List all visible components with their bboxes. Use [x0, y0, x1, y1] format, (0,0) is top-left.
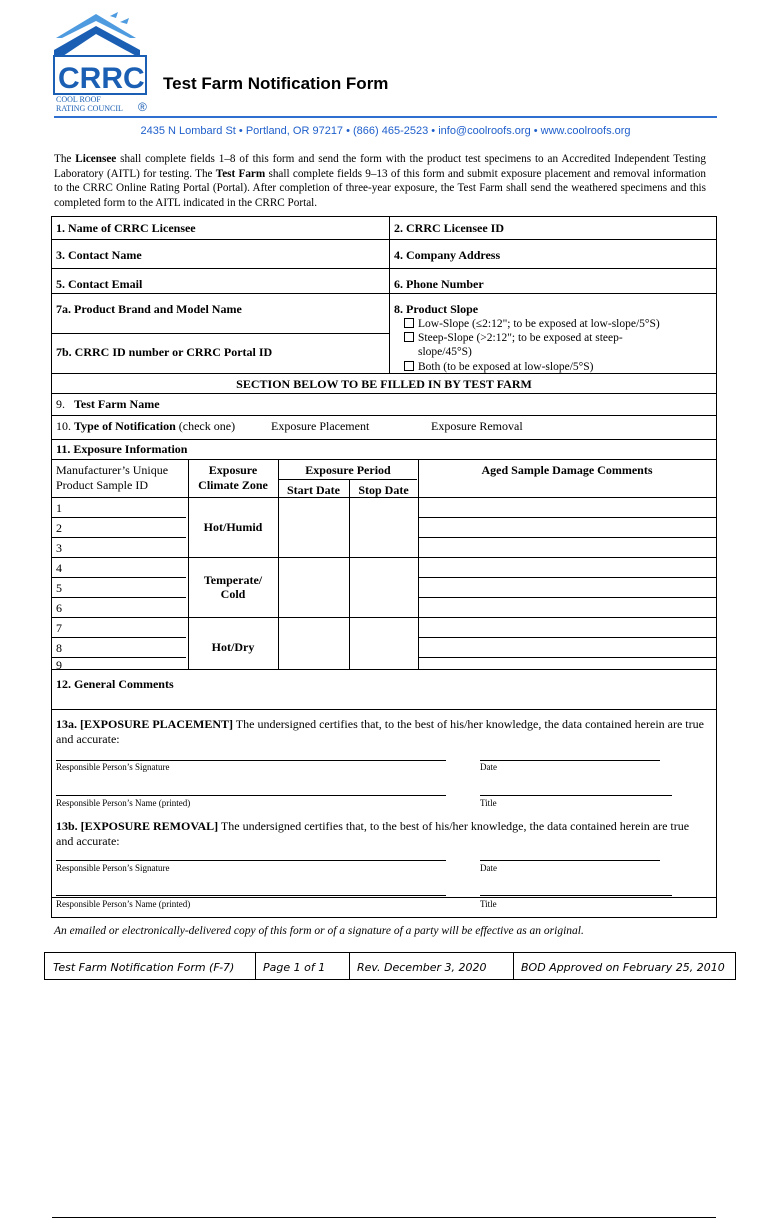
field-5-label: 5. Contact Email: [56, 277, 143, 291]
field-1-label: 1. Name of CRRC Licensee: [56, 221, 196, 235]
row-number: 2: [56, 521, 62, 535]
date-label-13a: Date: [480, 762, 497, 772]
col-zone-a: Exposure: [208, 463, 258, 477]
notification-removal[interactable]: Exposure Removal: [431, 419, 523, 433]
name-label-13a: Responsible Person’s Name (printed): [56, 798, 191, 808]
zone-hot-dry: Hot/Dry: [211, 640, 255, 654]
footnote: An emailed or electronically-delivered copy of this form or of a signature of a party will be effective as an original.: [54, 925, 584, 937]
field-12-label: 12. General Comments: [56, 677, 174, 691]
col-stop-date: Stop Date: [358, 483, 409, 497]
field-11-label: 11. Exposure Information: [56, 442, 188, 456]
footer-bod: BOD Approved on February 25, 2010: [521, 961, 725, 974]
slope-option-low[interactable]: Low-Slope (≤2:12"; to be exposed at low-slope/5°S): [404, 317, 660, 331]
footer-form-id: Test Farm Notification Form (F-7): [53, 961, 235, 974]
col-sample-id-b: Product Sample ID: [56, 478, 148, 492]
field-8-label: 8. Product Slope: [394, 302, 479, 316]
field-7b-label: 7b. CRRC ID number or CRRC Portal ID: [56, 345, 273, 359]
intro-paragraph: The Licensee shall complete fields 1–8 of this form and send the form with the product test specimens to an Accredited Independent Testing Laboratory (AITL) for testing. The Test Farm shall complete fields 9–13 of this form and submit exposure placement and removal information to the CRRC Online Rating Portal (Portal). After completion of three-year exposure, the Test Farm shall send the weathered specimens and this completed form to the AITL indicated in the CRRC Portal.: [54, 153, 706, 209]
crrc-logo: [50, 8, 160, 116]
date-label-13b: Date: [480, 863, 497, 873]
footer-revision: Rev. December 3, 2020: [357, 961, 487, 974]
zone-temperate: Temperate/: [203, 573, 263, 587]
row-number: 5: [56, 581, 62, 595]
field-9: 9. Test Farm Name: [56, 397, 160, 411]
row-number: 4: [56, 561, 62, 575]
checkbox-icon[interactable]: [404, 318, 414, 328]
col-comments: Aged Sample Damage Comments: [481, 463, 653, 477]
field-13a: 13a. [EXPOSURE PLACEMENT] The undersigned certifies that, to the best of his/her knowledge, the data contained herein are true and accurate:: [56, 717, 704, 746]
field-7a-label: 7a. Product Brand and Model Name: [56, 302, 242, 316]
col-sample-id-a: Manufacturer’s Unique: [56, 463, 169, 477]
footer-bar: [44, 952, 736, 980]
row-number: 1: [56, 501, 62, 515]
arrow-icon-2: [120, 18, 129, 24]
row-number: 3: [56, 541, 62, 555]
arrow-icon: [110, 12, 118, 18]
sig-label-13b: Responsible Person’s Signature: [56, 863, 170, 873]
field-3-label: 3. Contact Name: [56, 248, 142, 262]
logo-brand: CRRC: [58, 62, 145, 95]
notification-placement[interactable]: Exposure Placement: [271, 419, 370, 433]
contact-line: 2435 N Lombard St • Portland, OR 97217 • (866) 465-2523 • info@coolroofs.org • www.coolroofs.org: [140, 125, 631, 137]
checkbox-icon[interactable]: [404, 361, 414, 371]
field-6-label: 6. Phone Number: [394, 277, 484, 291]
header-divider: [54, 116, 717, 118]
slope-option-steep[interactable]: Steep-Slope (>2:12"; to be exposed at steep-: [404, 331, 623, 345]
title-label-13a: Title: [480, 798, 497, 808]
logo-line2: RATING COUNCIL: [56, 104, 123, 113]
col-zone-b: Climate Zone: [198, 478, 268, 492]
field-13b: 13b. [EXPOSURE REMOVAL] The undersigned certifies that, to the best of his/her knowledge, the data contained herein are true and accurate:: [56, 819, 690, 848]
zone-cold: Cold: [220, 587, 246, 601]
form-title: Test Farm Notification Form: [163, 74, 389, 93]
sig-label-13a: Responsible Person’s Signature: [56, 762, 170, 772]
slope-option-steep-cont: slope/45°S): [418, 346, 472, 358]
registered-mark: ®: [138, 100, 147, 114]
row-number: 9: [56, 658, 62, 672]
row-number: 6: [56, 601, 62, 615]
zone-hot-humid: Hot/Humid: [203, 520, 263, 534]
title-label-13b: Title: [480, 899, 497, 909]
field-4-label: 4. Company Address: [394, 248, 501, 262]
form-grid: [51, 216, 717, 918]
field-10: 10. Type of Notification (check one): [56, 419, 236, 433]
logo-line1: COOL ROOF: [56, 95, 101, 104]
footer-page: Page 1 of 1: [263, 961, 326, 974]
checkbox-icon[interactable]: [404, 332, 414, 342]
col-exposure-period: Exposure Period: [305, 463, 391, 477]
field-2-label: 2. CRRC Licensee ID: [394, 221, 504, 235]
col-start-date: Start Date: [287, 483, 340, 497]
slope-option-both[interactable]: Both (to be exposed at low-slope/5°S): [404, 360, 593, 374]
row-number: 7: [56, 621, 62, 635]
row-number: 8: [56, 641, 62, 655]
name-label-13b: Responsible Person’s Name (printed): [56, 899, 191, 909]
section-header: SECTION BELOW TO BE FILLED IN BY TEST FARM: [236, 377, 532, 391]
